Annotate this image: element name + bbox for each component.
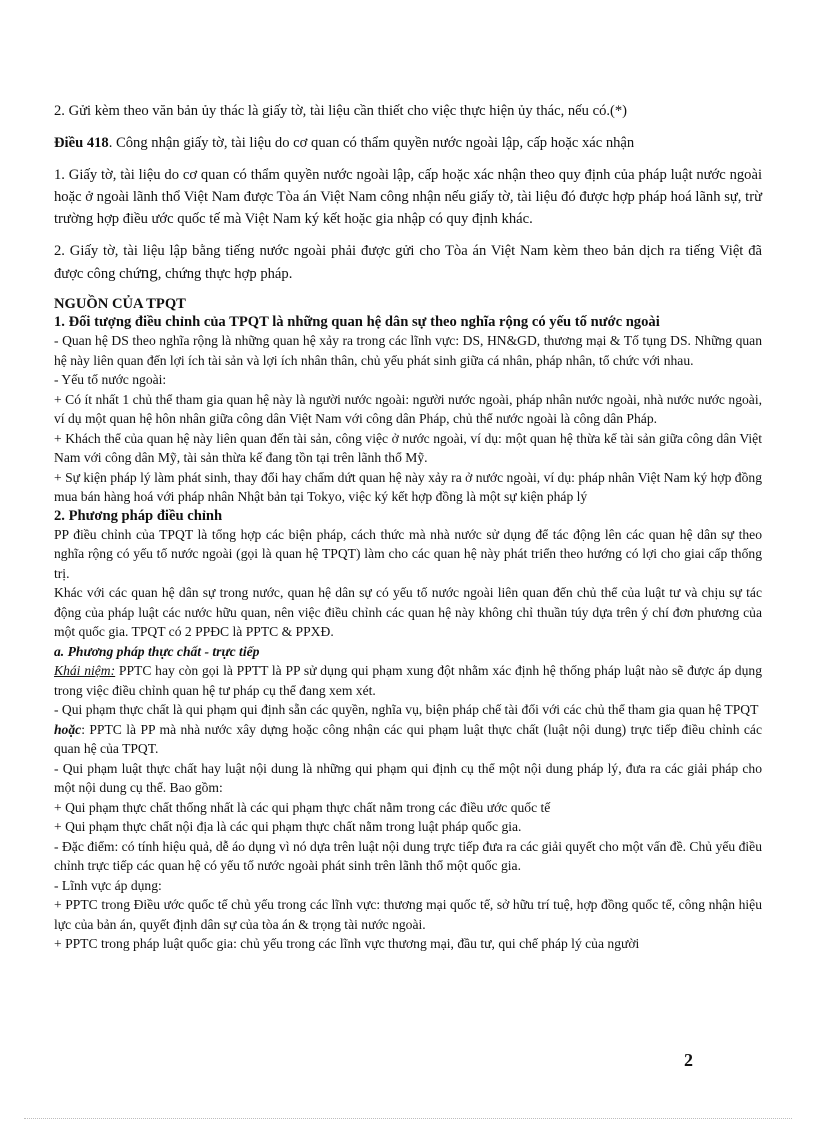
article-418-label: Điều 418 [54, 135, 109, 151]
page-number: 2 [684, 1050, 693, 1070]
sa-line-1: + Qui phạm thực chất thống nhất là các qui phạm thực chất nằm trong các điều ước quốc tế [54, 799, 551, 815]
s2-line-0: PP điều chỉnh của TPQT là tổng hợp các biện pháp, cách thức mà nhà nước sử dụng để tác động lên các quan hệ dân sự theo nghĩa rộng có yếu tố nước ngoài (gọi là quan hệ TPQT) làm cho các quan hệ này phát triển theo hướng có lợi cho giai cấp thống trị. [54, 526, 762, 581]
page-bottom-divider [24, 1118, 792, 1119]
section-2-heading: 2. Phương pháp điều chỉnh [54, 507, 223, 524]
s1-line-2: + Có ít nhất 1 chủ thể tham gia quan hệ này là người nước ngoài: người nước ngoài, pháp nhân nước ngoài, nhà nước nước ngoài, ví dụ một quan hệ hôn nhân giữa công dân Việt Nam với công dân Pháp, chủ thể nước ngoài là công dân Pháp. [54, 391, 762, 426]
or-paragraph [54, 720, 762, 759]
article-418 [54, 132, 762, 154]
section-a-heading: a. Phương pháp thực chất - trực tiếp [54, 643, 260, 659]
definition-text: PPTC hay còn gọi là PPTT là PP sử dụng qui phạm xung đột nhằm xác định hệ thống pháp luật nào sẽ được áp dụng trong việc điều chỉnh quan hệ tư pháp cụ thể đang xem xét. [54, 663, 762, 698]
s1-line-0: - Quan hệ DS theo nghĩa rộng là những quan hệ xảy ra trong các lĩnh vực: DS, HN&GD, thương mại & Tố tụng DS. Những quan hệ này liên quan đến lợi ích tài sản và lợi ích nhân thân, chủ yếu phát sinh giữa cá nhân, pháp nhân, tổ chức với nhau. [54, 333, 762, 368]
sa-line-4: - Lĩnh vực áp dụng: [54, 877, 162, 893]
sa-line-3: - Đặc điểm: có tính hiệu quả, dễ áo dụng vì nó dựa trên luật nội dung trực tiếp đưa ra các giải quyết cho một vấn đề. Chủ yếu điều chỉnh trực tiếp các quan hệ có yếu tố nước ngoài phát sinh trên lãnh thổ một quốc gia. [54, 838, 762, 873]
sa-line-substantive: - Qui phạm thực chất là qui phạm qui định sẵn các quyền, nghĩa vụ, biện pháp chế tài đối với các chủ thể tham gia quan hệ TPQT [54, 702, 759, 717]
or-label: hoặc [54, 721, 82, 737]
sa-line-6: + PPTC trong pháp luật quốc gia: chủ yếu trong các lĩnh vực thương mại, đầu tư, qui chế pháp lý của người [54, 936, 640, 951]
sa-line-0: - Qui phạm luật thực chất hay luật nội dung là những qui phạm qui định cụ thể một nội dung pháp lý, đưa ra các giải pháp cho một nội dung cụ thể. Bao gồm: [54, 760, 762, 795]
sa-line-2: + Qui phạm thực chất nội địa là các qui phạm thực chất nằm trong luật pháp quốc gia. [54, 819, 522, 834]
s1-line-3: + Khách thể của quan hệ này liên quan đến tài sản, công việc ở nước ngoài, ví dụ: một quan hệ thừa kế tài sản giữa công dân Việt Nam với công dân Mỹ, tài sản thừa kế đang tồn tại trên lãnh thổ Mỹ. [54, 430, 762, 465]
translation-text-ng: ng [140, 263, 158, 282]
s1-line-1: - Yếu tố nước ngoài: [54, 372, 167, 387]
paragraph-document-recognition: 1. Giấy tờ, tài liệu do cơ quan có thẩm quyền nước ngoài lập, cấp hoặc xác nhận theo quy định của pháp luật nước ngoài hoặc ở ngoài lãnh thổ Việt Nam được Tòa án Việt Nam công nhận nếu giấy tờ, tài liệu đó được hợp pháp hoá lãnh sự, trừ trường hợp điều ước quốc tế mà Việt Nam ký kết hoặc gia nhập có quy định khác. [54, 167, 762, 227]
paragraph-entrust-documents: 2. Gửi kèm theo văn bản ủy thác là giấy tờ, tài liệu cần thiết cho việc thực hiện ủy thác, nếu có.(*) [54, 103, 628, 119]
section-1-heading: 1. Đối tượng điều chỉnh của TPQT là những quan hệ dân sự theo nghĩa rộng có yếu tố nước ngoài [54, 314, 660, 330]
definition-paragraph [54, 661, 762, 700]
sa-line-5: + PPTC trong Điều ước quốc tế chủ yếu trong các lĩnh vực: thương mại quốc tế, sở hữu trí tuệ, hợp đồng quốc tế, công nhận hiệu lực của bản án, quyết định dân sự của tòa án & trọng tài nước ngoài. [54, 897, 762, 932]
translation-text-part2: , chứng thực hợp pháp. [157, 266, 293, 282]
s2-line-1: Khác với các quan hệ dân sự trong nước, quan hệ dân sự có yếu tố nước ngoài liên quan đến chủ thể của luật tư và chịu sự tác động của pháp luật các nước hữu quan, nên việc điều chỉnh các quan hệ này không chỉ thuần túy dựa trên ý chí đơn phương của một quốc gia. TPQT có 2 PPĐC là PPTC & PPXĐ. [54, 585, 762, 639]
s1-line-4: + Sự kiện pháp lý làm phát sinh, thay đổi hay chấm dứt quan hệ này xảy ra ở nước ngoài, ví dụ: pháp nhân Việt Nam ký hợp đồng mua bán hàng hoá với pháp nhân Nhật bản tại Tokyo, việc ký kết hợp đồng là một sự kiện pháp lý [54, 469, 762, 504]
section-title: NGUỒN CỦA TPQT [54, 296, 186, 312]
definition-label: Khái niệm: [54, 663, 116, 678]
or-text: : PPTC là PP mà nhà nước xây dựng hoặc công nhận các qui phạm luật thực chất (luật nội dung) trực tiếp điều chỉnh các quan hệ của TPQT. [54, 721, 762, 756]
article-418-title: . Công nhận giấy tờ, tài liệu do cơ quan có thẩm quyền nước ngoài lập, cấp hoặc xác nhận [108, 135, 635, 151]
translation-text-part1: 2. Giấy tờ, tài liệu lập bằng tiếng nước ngoài phải được gửi cho Tòa án Việt Nam kèm theo bản dịch ra tiếng Việt đã được công chứ [54, 243, 762, 282]
page-content [54, 100, 762, 954]
paragraph-translation [54, 240, 762, 285]
